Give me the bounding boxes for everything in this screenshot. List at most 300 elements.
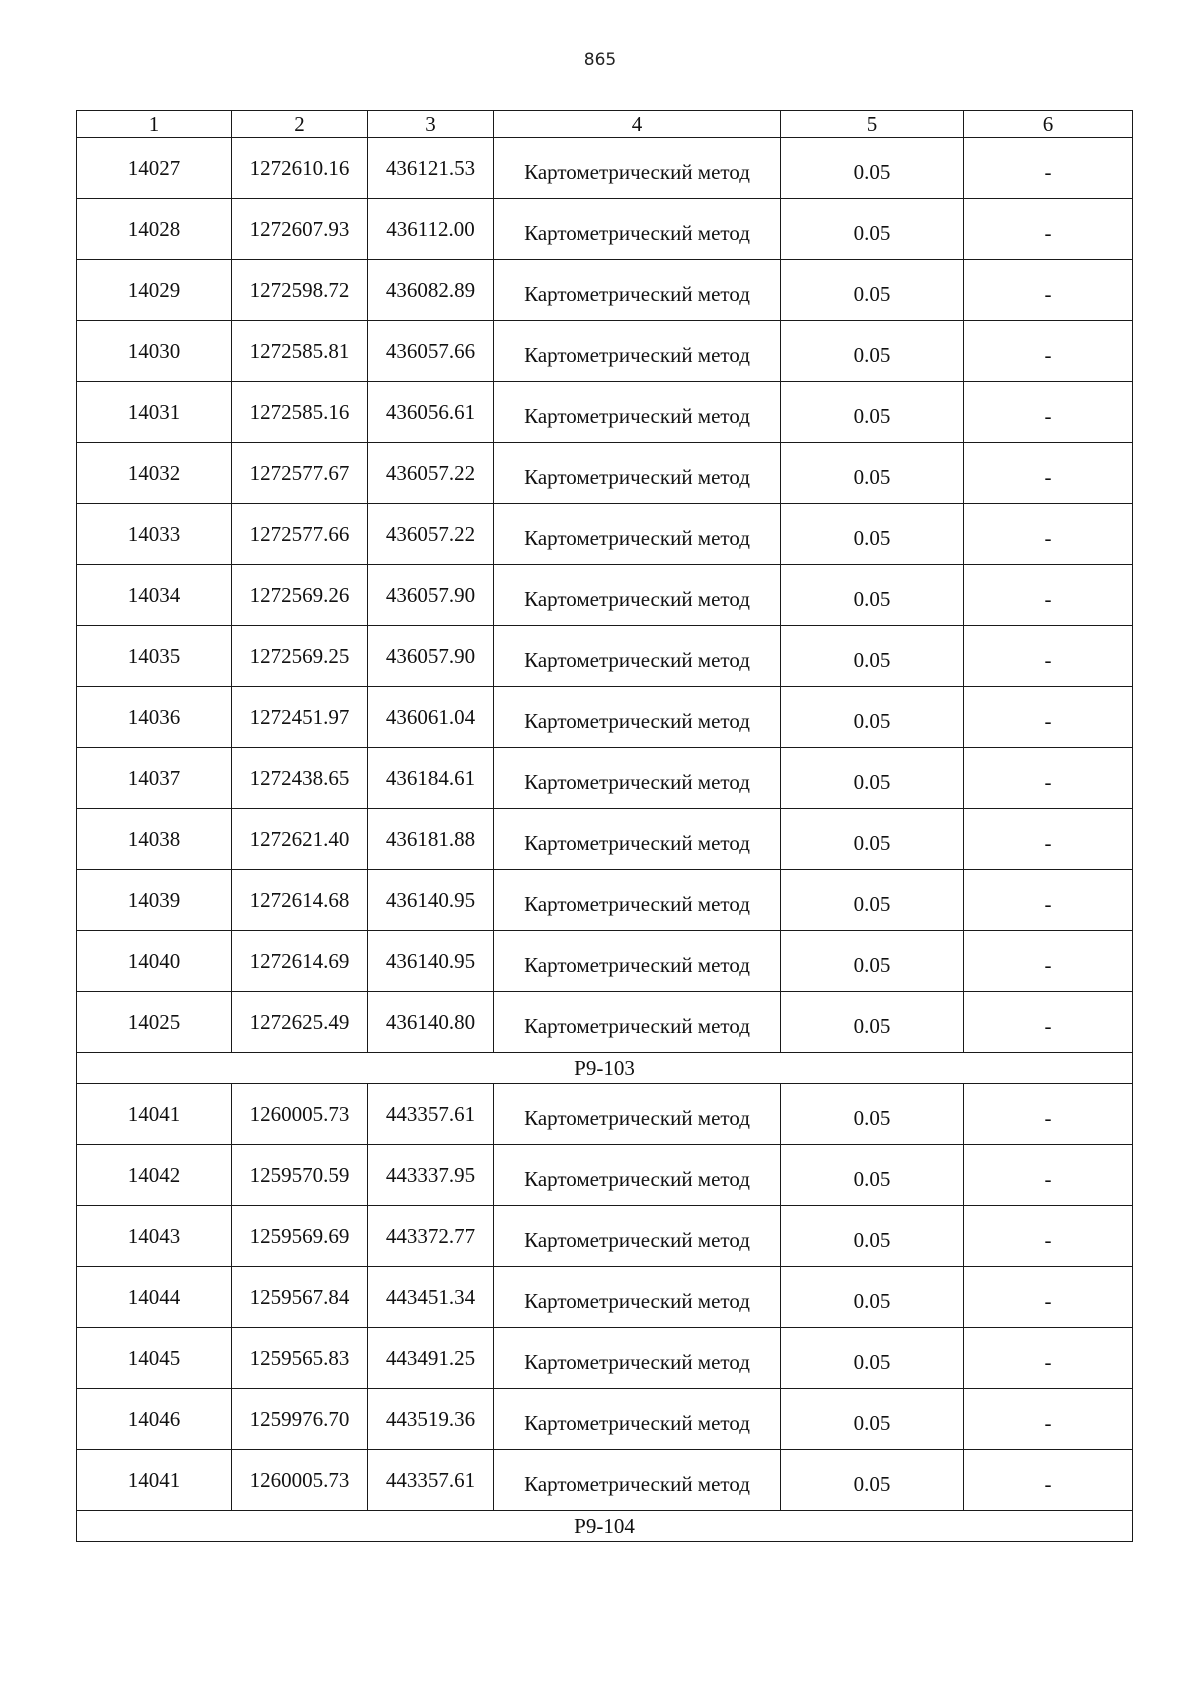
y-coordinate-cell-text: 443357.61 <box>385 1102 476 1126</box>
point-number-cell-text: 14034 <box>127 583 181 607</box>
note-cell <box>964 870 1133 931</box>
y-coordinate-cell <box>368 931 494 992</box>
point-number-cell-text: 14028 <box>127 217 181 241</box>
note-cell-text: - <box>1044 1411 1052 1435</box>
note-cell <box>964 1206 1133 1267</box>
accuracy-cell-text: 0.05 <box>853 587 891 611</box>
note-cell-text: - <box>1044 1014 1052 1038</box>
accuracy-cell <box>781 1206 964 1267</box>
point-number-cell-text: 14033 <box>127 522 181 546</box>
method-cell <box>494 443 781 504</box>
y-coordinate-cell <box>368 565 494 626</box>
point-number-cell-text: 14044 <box>127 1285 181 1309</box>
x-coordinate-cell <box>232 992 368 1053</box>
column-header-2: 2 <box>232 111 368 138</box>
method-cell <box>494 138 781 199</box>
x-coordinate-cell <box>232 1450 368 1511</box>
table-row <box>77 260 1133 321</box>
table-row <box>77 382 1133 443</box>
table-row <box>77 1267 1133 1328</box>
table-row <box>77 199 1133 260</box>
x-coordinate-cell <box>232 1084 368 1145</box>
accuracy-cell <box>781 1267 964 1328</box>
point-number-cell <box>77 321 232 382</box>
method-cell-text: Картометрический метод <box>524 465 750 489</box>
point-number-cell <box>77 1450 232 1511</box>
accuracy-cell <box>781 626 964 687</box>
note-cell <box>964 931 1133 992</box>
x-coordinate-cell <box>232 443 368 504</box>
x-coordinate-cell-text: 1272585.16 <box>249 400 350 424</box>
accuracy-cell-text: 0.05 <box>853 1106 891 1130</box>
point-number-cell <box>77 1084 232 1145</box>
method-cell-text: Картометрический метод <box>524 1228 750 1252</box>
point-number-cell <box>77 809 232 870</box>
note-cell-text: - <box>1044 404 1052 428</box>
method-cell-text: Картометрический метод <box>524 892 750 916</box>
y-coordinate-cell <box>368 687 494 748</box>
note-cell-text: - <box>1044 587 1052 611</box>
y-coordinate-cell-text: 436140.95 <box>385 949 476 973</box>
y-coordinate-cell <box>368 1206 494 1267</box>
note-cell-text: - <box>1044 831 1052 855</box>
table-row <box>77 443 1133 504</box>
note-cell <box>964 199 1133 260</box>
y-coordinate-cell <box>368 321 494 382</box>
note-cell-text: - <box>1044 1289 1052 1313</box>
x-coordinate-cell <box>232 199 368 260</box>
section-title-row <box>77 1511 1133 1542</box>
table-row <box>77 626 1133 687</box>
x-coordinate-cell-text: 1272451.97 <box>249 705 350 729</box>
x-coordinate-cell <box>232 1328 368 1389</box>
point-number-cell <box>77 626 232 687</box>
note-cell-text: - <box>1044 282 1052 306</box>
point-number-cell <box>77 260 232 321</box>
y-coordinate-cell <box>368 748 494 809</box>
y-coordinate-cell-text: 436181.88 <box>385 827 476 851</box>
x-coordinate-cell-text: 1272569.25 <box>249 644 350 668</box>
table-row <box>77 1206 1133 1267</box>
table-row <box>77 565 1133 626</box>
point-number-cell <box>77 748 232 809</box>
note-cell <box>964 1389 1133 1450</box>
table-row <box>77 809 1133 870</box>
y-coordinate-cell <box>368 626 494 687</box>
method-cell <box>494 748 781 809</box>
point-number-cell-text: 14036 <box>127 705 181 729</box>
table-row <box>77 1145 1133 1206</box>
x-coordinate-cell <box>232 931 368 992</box>
note-cell-text: - <box>1044 160 1052 184</box>
point-number-cell <box>77 138 232 199</box>
column-header-6: 6 <box>964 111 1133 138</box>
x-coordinate-cell <box>232 626 368 687</box>
x-coordinate-cell <box>232 1389 368 1450</box>
x-coordinate-cell-text: 1259569.69 <box>249 1224 350 1248</box>
x-coordinate-cell <box>232 138 368 199</box>
accuracy-cell-text: 0.05 <box>853 953 891 977</box>
method-cell-text: Картометрический метод <box>524 526 750 550</box>
x-coordinate-cell-text: 1272585.81 <box>249 339 350 363</box>
method-cell <box>494 260 781 321</box>
note-cell-text: - <box>1044 1472 1052 1496</box>
y-coordinate-cell-text: 436140.80 <box>385 1010 476 1034</box>
accuracy-cell <box>781 138 964 199</box>
accuracy-cell-text: 0.05 <box>853 282 891 306</box>
method-cell <box>494 809 781 870</box>
table-row <box>77 504 1133 565</box>
point-number-cell-text: 14027 <box>127 156 181 180</box>
column-header-4: 4 <box>494 111 781 138</box>
y-coordinate-cell <box>368 1084 494 1145</box>
accuracy-cell-text: 0.05 <box>853 1228 891 1252</box>
y-coordinate-cell-text: 436082.89 <box>385 278 476 302</box>
note-cell-text: - <box>1044 1228 1052 1252</box>
y-coordinate-cell-text: 436057.22 <box>385 522 476 546</box>
point-number-cell-text: 14040 <box>127 949 181 973</box>
x-coordinate-cell-text: 1259570.59 <box>249 1163 350 1187</box>
y-coordinate-cell <box>368 260 494 321</box>
accuracy-cell-text: 0.05 <box>853 1411 891 1435</box>
accuracy-cell <box>781 321 964 382</box>
method-cell-text: Картометрический метод <box>524 343 750 367</box>
x-coordinate-cell <box>232 382 368 443</box>
note-cell <box>964 260 1133 321</box>
x-coordinate-cell <box>232 870 368 931</box>
method-cell-text: Картометрический метод <box>524 648 750 672</box>
x-coordinate-cell-text: 1259565.83 <box>249 1346 350 1370</box>
y-coordinate-cell-text: 436057.90 <box>385 583 476 607</box>
x-coordinate-cell-text: 1259976.70 <box>249 1407 350 1431</box>
x-coordinate-cell <box>232 321 368 382</box>
note-cell <box>964 992 1133 1053</box>
x-coordinate-cell <box>232 809 368 870</box>
x-coordinate-cell <box>232 748 368 809</box>
table-header-row <box>77 111 1133 138</box>
note-cell-text: - <box>1044 526 1052 550</box>
accuracy-cell-text: 0.05 <box>853 404 891 428</box>
x-coordinate-cell-text: 1259567.84 <box>249 1285 350 1309</box>
note-cell <box>964 809 1133 870</box>
note-cell <box>964 443 1133 504</box>
method-cell <box>494 1328 781 1389</box>
accuracy-cell <box>781 1328 964 1389</box>
x-coordinate-cell-text: 1260005.73 <box>249 1102 350 1126</box>
point-number-cell-text: 14039 <box>127 888 181 912</box>
note-cell-text: - <box>1044 709 1052 733</box>
note-cell-text: - <box>1044 953 1052 977</box>
table-row <box>77 931 1133 992</box>
note-cell <box>964 504 1133 565</box>
accuracy-cell-text: 0.05 <box>853 770 891 794</box>
x-coordinate-cell-text: 1272610.16 <box>249 156 350 180</box>
point-number-cell <box>77 1267 232 1328</box>
method-cell <box>494 382 781 443</box>
x-coordinate-cell <box>232 565 368 626</box>
accuracy-cell-text: 0.05 <box>853 1350 891 1374</box>
accuracy-cell-text: 0.05 <box>853 221 891 245</box>
accuracy-cell <box>781 1389 964 1450</box>
note-cell <box>964 1084 1133 1145</box>
method-cell <box>494 1267 781 1328</box>
method-cell <box>494 1145 781 1206</box>
method-cell-text: Картометрический метод <box>524 770 750 794</box>
point-number-cell <box>77 1206 232 1267</box>
y-coordinate-cell <box>368 1267 494 1328</box>
accuracy-cell-text: 0.05 <box>853 709 891 733</box>
point-number-cell-text: 14042 <box>127 1163 181 1187</box>
point-number-cell-text: 14029 <box>127 278 181 302</box>
y-coordinate-cell-text: 443519.36 <box>385 1407 476 1431</box>
point-number-cell <box>77 931 232 992</box>
note-cell <box>964 138 1133 199</box>
method-cell-text: Картометрический метод <box>524 1014 750 1038</box>
accuracy-cell <box>781 870 964 931</box>
method-cell-text: Картометрический метод <box>524 404 750 428</box>
accuracy-cell <box>781 687 964 748</box>
accuracy-cell <box>781 1084 964 1145</box>
column-header-5: 5 <box>781 111 964 138</box>
point-number-cell-text: 14032 <box>127 461 181 485</box>
x-coordinate-cell-text: 1272625.49 <box>249 1010 350 1034</box>
accuracy-cell <box>781 504 964 565</box>
method-cell-text: Картометрический метод <box>524 709 750 733</box>
note-cell-text: - <box>1044 892 1052 916</box>
point-number-cell-text: 14041 <box>127 1102 181 1126</box>
point-number-cell <box>77 992 232 1053</box>
table-row <box>77 1328 1133 1389</box>
x-coordinate-cell-text: 1272438.65 <box>249 766 350 790</box>
accuracy-cell <box>781 443 964 504</box>
point-number-cell-text: 14043 <box>127 1224 181 1248</box>
point-number-cell-text: 14025 <box>127 1010 181 1034</box>
y-coordinate-cell <box>368 504 494 565</box>
y-coordinate-cell <box>368 1450 494 1511</box>
method-cell-text: Картометрический метод <box>524 1289 750 1313</box>
accuracy-cell-text: 0.05 <box>853 526 891 550</box>
table-row <box>77 992 1133 1053</box>
x-coordinate-cell-text: 1272614.68 <box>249 888 350 912</box>
method-cell <box>494 565 781 626</box>
coordinates-table-body <box>77 111 1133 1542</box>
y-coordinate-cell-text: 443337.95 <box>385 1163 476 1187</box>
point-number-cell <box>77 565 232 626</box>
point-number-cell <box>77 504 232 565</box>
y-coordinate-cell-text: 436057.90 <box>385 644 476 668</box>
section-title: Р9-104 <box>77 1511 1133 1542</box>
y-coordinate-cell <box>368 809 494 870</box>
x-coordinate-cell-text: 1272607.93 <box>249 217 350 241</box>
note-cell-text: - <box>1044 1167 1052 1191</box>
accuracy-cell <box>781 931 964 992</box>
x-coordinate-cell <box>232 1145 368 1206</box>
method-cell <box>494 504 781 565</box>
y-coordinate-cell <box>368 1328 494 1389</box>
section-title: Р9-103 <box>77 1053 1133 1084</box>
note-cell-text: - <box>1044 343 1052 367</box>
point-number-cell <box>77 1389 232 1450</box>
table-row <box>77 1389 1133 1450</box>
point-number-cell-text: 14031 <box>127 400 181 424</box>
note-cell-text: - <box>1044 648 1052 672</box>
accuracy-cell-text: 0.05 <box>853 648 891 672</box>
note-cell <box>964 1450 1133 1511</box>
method-cell-text: Картометрический метод <box>524 1106 750 1130</box>
note-cell <box>964 1328 1133 1389</box>
accuracy-cell <box>781 1145 964 1206</box>
method-cell <box>494 1206 781 1267</box>
point-number-cell <box>77 382 232 443</box>
x-coordinate-cell-text: 1272577.66 <box>249 522 350 546</box>
coordinates-table <box>76 110 1133 1542</box>
column-header-1: 1 <box>77 111 232 138</box>
accuracy-cell-text: 0.05 <box>853 343 891 367</box>
accuracy-cell-text: 0.05 <box>853 465 891 489</box>
point-number-cell-text: 14046 <box>127 1407 181 1431</box>
y-coordinate-cell <box>368 138 494 199</box>
method-cell-text: Картометрический метод <box>524 587 750 611</box>
method-cell-text: Картометрический метод <box>524 221 750 245</box>
table-row <box>77 870 1133 931</box>
accuracy-cell <box>781 1450 964 1511</box>
x-coordinate-cell-text: 1272598.72 <box>249 278 350 302</box>
note-cell <box>964 1145 1133 1206</box>
method-cell-text: Картометрический метод <box>524 1411 750 1435</box>
method-cell-text: Картометрический метод <box>524 1167 750 1191</box>
table-row <box>77 1084 1133 1145</box>
y-coordinate-cell <box>368 992 494 1053</box>
table-row <box>77 687 1133 748</box>
table-row <box>77 321 1133 382</box>
method-cell <box>494 199 781 260</box>
y-coordinate-cell <box>368 870 494 931</box>
method-cell <box>494 1450 781 1511</box>
method-cell-text: Картометрический метод <box>524 1472 750 1496</box>
method-cell-text: Картометрический метод <box>524 1350 750 1374</box>
point-number-cell-text: 14035 <box>127 644 181 668</box>
accuracy-cell-text: 0.05 <box>853 160 891 184</box>
y-coordinate-cell-text: 436057.22 <box>385 461 476 485</box>
note-cell-text: - <box>1044 1350 1052 1374</box>
point-number-cell-text: 14041 <box>127 1468 181 1492</box>
note-cell <box>964 321 1133 382</box>
accuracy-cell <box>781 809 964 870</box>
accuracy-cell <box>781 199 964 260</box>
method-cell-text: Картометрический метод <box>524 282 750 306</box>
section-title-row <box>77 1053 1133 1084</box>
accuracy-cell <box>781 565 964 626</box>
y-coordinate-cell-text: 443357.61 <box>385 1468 476 1492</box>
y-coordinate-cell-text: 443451.34 <box>385 1285 476 1309</box>
y-coordinate-cell-text: 443491.25 <box>385 1346 476 1370</box>
accuracy-cell <box>781 748 964 809</box>
column-header-3: 3 <box>368 111 494 138</box>
x-coordinate-cell <box>232 504 368 565</box>
method-cell <box>494 687 781 748</box>
note-cell-text: - <box>1044 770 1052 794</box>
accuracy-cell <box>781 260 964 321</box>
method-cell <box>494 870 781 931</box>
y-coordinate-cell-text: 436184.61 <box>385 766 476 790</box>
x-coordinate-cell-text: 1272621.40 <box>249 827 350 851</box>
method-cell <box>494 1389 781 1450</box>
method-cell <box>494 321 781 382</box>
note-cell <box>964 382 1133 443</box>
accuracy-cell-text: 0.05 <box>853 1289 891 1313</box>
accuracy-cell-text: 0.05 <box>853 831 891 855</box>
accuracy-cell-text: 0.05 <box>853 1167 891 1191</box>
note-cell <box>964 1267 1133 1328</box>
point-number-cell-text: 14030 <box>127 339 181 363</box>
point-number-cell <box>77 1328 232 1389</box>
x-coordinate-cell-text: 1260005.73 <box>249 1468 350 1492</box>
accuracy-cell-text: 0.05 <box>853 1472 891 1496</box>
point-number-cell <box>77 1145 232 1206</box>
point-number-cell <box>77 199 232 260</box>
point-number-cell-text: 14038 <box>127 827 181 851</box>
point-number-cell <box>77 443 232 504</box>
method-cell-text: Картометрический метод <box>524 831 750 855</box>
y-coordinate-cell <box>368 199 494 260</box>
y-coordinate-cell <box>368 443 494 504</box>
method-cell <box>494 1084 781 1145</box>
note-cell <box>964 565 1133 626</box>
table-row <box>77 138 1133 199</box>
page-number: 865 <box>583 50 617 70</box>
y-coordinate-cell-text: 436121.53 <box>385 156 476 180</box>
y-coordinate-cell-text: 436057.66 <box>385 339 476 363</box>
method-cell-text: Картометрический метод <box>524 160 750 184</box>
x-coordinate-cell <box>232 1206 368 1267</box>
note-cell <box>964 687 1133 748</box>
x-coordinate-cell-text: 1272569.26 <box>249 583 350 607</box>
note-cell <box>964 748 1133 809</box>
table-row <box>77 1450 1133 1511</box>
method-cell <box>494 992 781 1053</box>
y-coordinate-cell <box>368 1145 494 1206</box>
note-cell-text: - <box>1044 1106 1052 1130</box>
accuracy-cell-text: 0.05 <box>853 1014 891 1038</box>
x-coordinate-cell-text: 1272577.67 <box>249 461 350 485</box>
accuracy-cell-text: 0.05 <box>853 892 891 916</box>
method-cell <box>494 931 781 992</box>
accuracy-cell <box>781 992 964 1053</box>
x-coordinate-cell <box>232 687 368 748</box>
x-coordinate-cell-text: 1272614.69 <box>249 949 350 973</box>
point-number-cell <box>77 687 232 748</box>
x-coordinate-cell <box>232 1267 368 1328</box>
y-coordinate-cell-text: 436061.04 <box>385 705 476 729</box>
y-coordinate-cell-text: 436056.61 <box>385 400 476 424</box>
point-number-cell-text: 14045 <box>127 1346 181 1370</box>
method-cell-text: Картометрический метод <box>524 953 750 977</box>
y-coordinate-cell <box>368 1389 494 1450</box>
method-cell <box>494 626 781 687</box>
point-number-cell-text: 14037 <box>127 766 181 790</box>
y-coordinate-cell <box>368 382 494 443</box>
y-coordinate-cell-text: 436112.00 <box>386 217 475 241</box>
note-cell-text: - <box>1044 465 1052 489</box>
y-coordinate-cell-text: 436140.95 <box>385 888 476 912</box>
note-cell <box>964 626 1133 687</box>
note-cell-text: - <box>1044 221 1052 245</box>
point-number-cell <box>77 870 232 931</box>
table-row <box>77 748 1133 809</box>
y-coordinate-cell-text: 443372.77 <box>385 1224 476 1248</box>
x-coordinate-cell <box>232 260 368 321</box>
accuracy-cell <box>781 382 964 443</box>
